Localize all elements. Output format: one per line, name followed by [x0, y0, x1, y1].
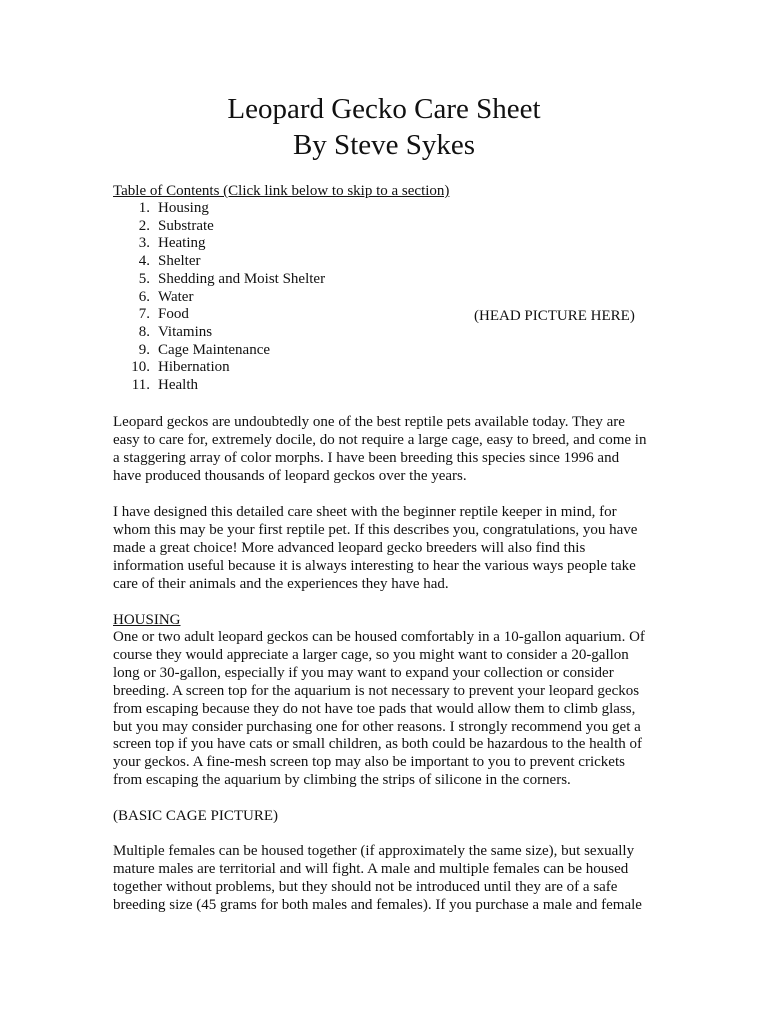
cage-picture-placeholder: (BASIC CAGE PICTURE) [113, 808, 279, 824]
text-line: long or 30-gallon, especially if you may want to expand your collection or consider [113, 664, 614, 681]
toc-item-label[interactable]: Food [158, 306, 189, 323]
intro-paragraph [113, 414, 653, 486]
text-line: screen top if you have cats or small children, as both could be hazardous to the health of [113, 736, 642, 753]
text-line: course they would appreciate a larger cage, so you might want to consider a 20-gallon [113, 646, 629, 663]
toc-item-number: 7. [138, 306, 150, 323]
toc-item-number: 8. [138, 323, 150, 340]
toc-item[interactable] [113, 271, 533, 289]
toc-item-label[interactable]: Water [158, 288, 194, 305]
text-line: Leopard geckos are undoubtedly one of the best reptile pets available today. They are [113, 414, 625, 430]
toc-item-label[interactable]: Shedding and Moist Shelter [158, 270, 326, 287]
design-paragraph [113, 504, 653, 594]
document-title: Leopard Gecko Care Sheet [227, 93, 541, 125]
toc-item-label[interactable]: Housing [158, 200, 209, 216]
toc-item-number: 5. [138, 270, 150, 287]
text-line: care of their animals and the experiences they have had. [113, 575, 449, 592]
table-of-contents [113, 200, 533, 395]
text-line: made a great choice! More advanced leopard gecko breeders will also find this [113, 539, 586, 556]
toc-item[interactable] [113, 377, 533, 395]
text-line: but you may consider purchasing one for other reasons. I strongly recommend you get a [113, 718, 641, 735]
toc-item-number: 9. [138, 341, 150, 358]
text-line: information useful because it is always interesting to hear the various ways people take [113, 557, 636, 574]
document-author: By Steve Sykes [292, 129, 476, 161]
toc-item-label[interactable]: Vitamins [158, 323, 213, 340]
text-line: from escaping because they do not have toe pads that would allow them to climb glass, [113, 700, 636, 717]
head-picture-placeholder: (HEAD PICTURE HERE) [474, 308, 635, 324]
text-line: breeding. A screen top for the aquarium is not necessary to prevent your leopard geckos [113, 682, 640, 699]
toc-item-number: 4. [138, 253, 150, 270]
toc-item-number: 6. [138, 288, 150, 305]
text-line: I have designed this detailed care sheet with the beginner reptile keeper in mind, for [113, 504, 617, 520]
toc-item[interactable] [113, 324, 533, 342]
toc-item[interactable] [113, 253, 533, 271]
text-line: whom this may be your first reptile pet. If this describes you, congratulations, you have [113, 521, 638, 538]
text-line: together without problems, but they should not be introduced until they are of a safe [113, 878, 618, 895]
text-line: Multiple females can be housed together (if approximately the same size), but sexually [113, 843, 635, 859]
housing-paragraph [113, 629, 653, 790]
toc-item-label[interactable]: Substrate [158, 217, 214, 234]
toc-item-number: 10. [131, 359, 150, 376]
text-line: a staggering array of color morphs. I have been breeding this species since 1996 and [113, 449, 620, 466]
toc-item-label[interactable]: Hibernation [158, 359, 230, 376]
toc-item[interactable] [113, 289, 533, 307]
toc-item[interactable] [113, 306, 533, 324]
toc-item-label[interactable]: Heating [158, 235, 206, 252]
text-line: easy to care for, extremely docile, do not require a large cage, easy to breed, and come in [113, 431, 647, 448]
toc-item-label[interactable]: Health [158, 377, 198, 394]
toc-heading[interactable]: Table of Contents (Click link below to skip to a section) [113, 183, 450, 199]
housing-heading: HOUSING [113, 612, 181, 628]
toc-item[interactable] [113, 218, 533, 236]
toc-item[interactable] [113, 200, 533, 218]
text-line: your geckos. A fine-mesh screen top may also be important to you to prevent crickets [113, 754, 625, 771]
multiple-geckos-paragraph [113, 843, 653, 915]
text-line: One or two adult leopard geckos can be housed comfortably in a 10-gallon aquarium. Of [113, 629, 645, 645]
toc-item[interactable] [113, 235, 533, 253]
toc-item-number: 3. [138, 235, 150, 252]
toc-item-number: 1. [138, 200, 150, 216]
toc-item-label[interactable]: Shelter [158, 253, 201, 270]
toc-item-number: 11. [131, 377, 150, 394]
text-line: mature males are territorial and will fight. A male and multiple females can be housed [113, 860, 629, 877]
text-line: breeding size (45 grams for both males and females). If you purchase a male and female [113, 896, 642, 913]
toc-item-number: 2. [138, 217, 150, 234]
text-line: have produced thousands of leopard geckos over the years. [113, 467, 467, 484]
toc-item[interactable] [113, 342, 533, 360]
toc-item-label[interactable]: Cage Maintenance [158, 341, 271, 358]
text-line: from escaping the aquarium by climbing the strips of silicone in the corners. [113, 772, 571, 789]
toc-item[interactable] [113, 359, 533, 377]
